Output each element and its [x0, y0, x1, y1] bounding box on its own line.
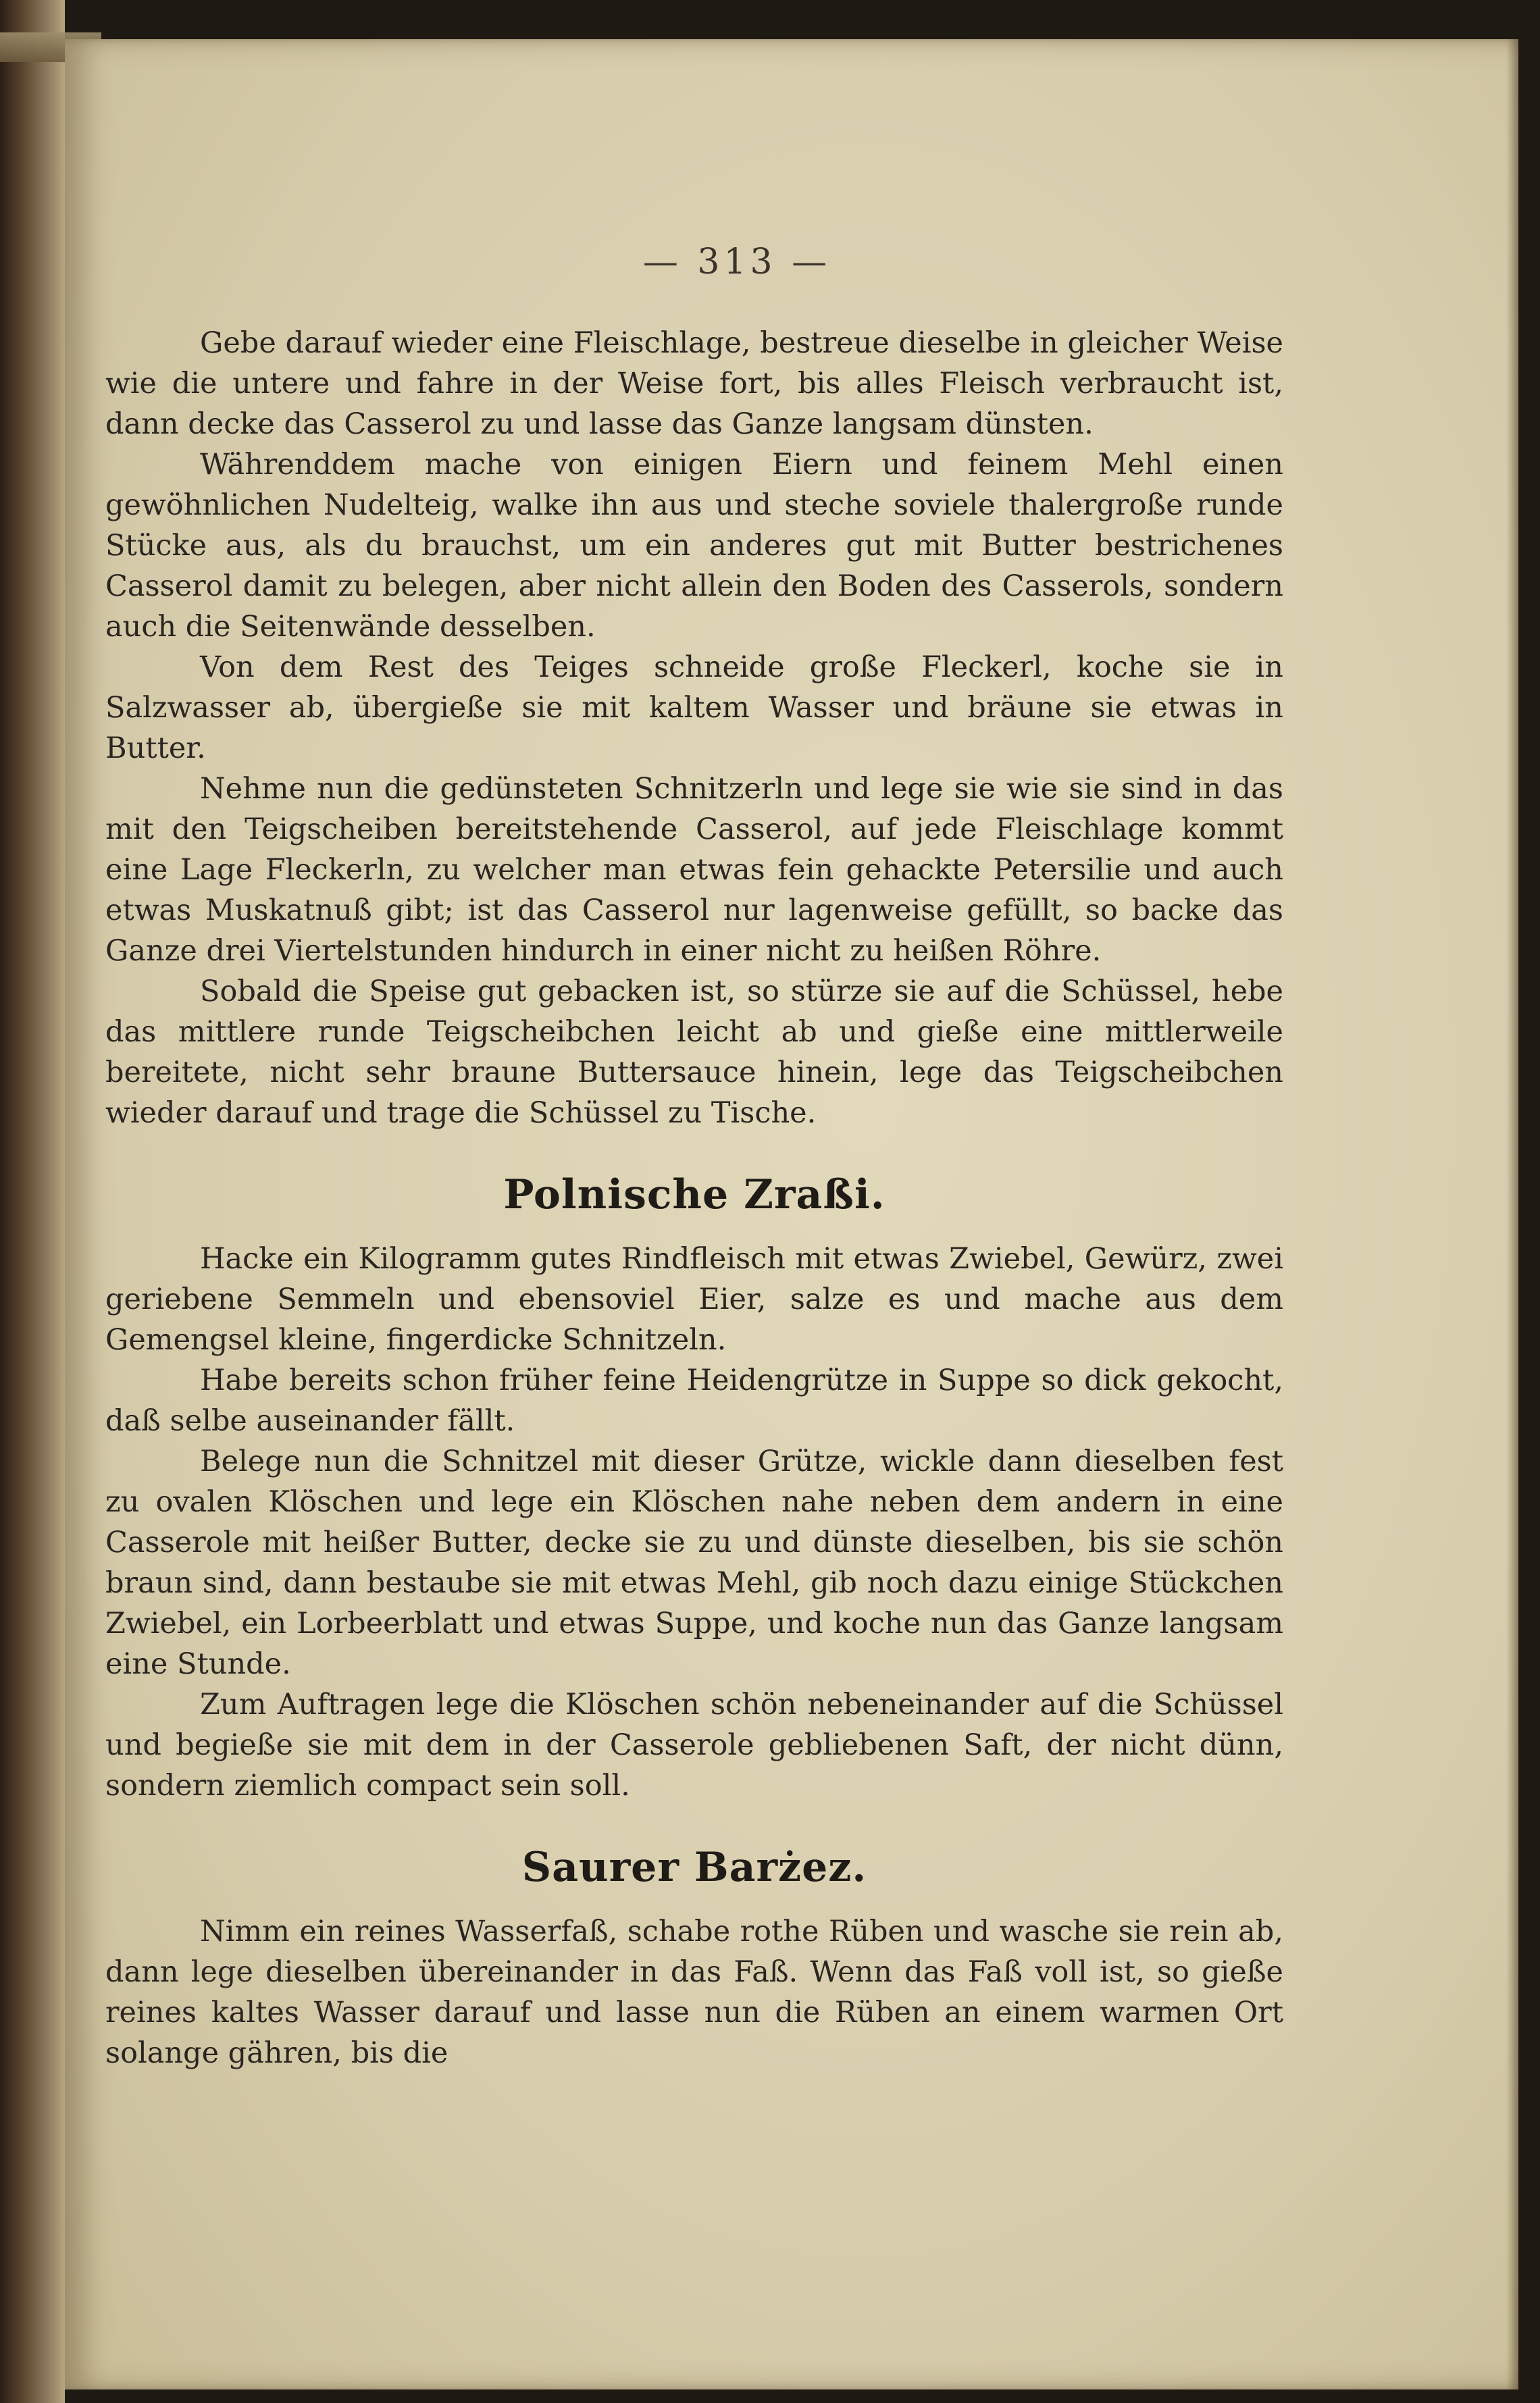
paragraph: Hacke ein Kilogramm gutes Rindfleisch mit etwas Zwiebel, Gewürz, zwei geriebene Semmeln und ebensoviel Eier, salze es und mache aus dem Gemengsel kleine, fingerdicke Schnitzeln.: [105, 1242, 1283, 1357]
paragraph: Währenddem mache von einigen Eiern und feinem Mehl einen gewöhnlichen Nudelteig, walke ihn aus und steche soviele thalergroße runde Stücke aus, als du brauchst, um ein anderes gut mit Butter bestrichenes Casserol damit zu belegen, aber nicht allein den Boden des Casserols, sondern auch die Seitenwände desselben.: [105, 448, 1283, 644]
paragraph: Nimm ein reines Wasserfaß, schabe rothe Rüben und wasche sie rein ab, dann lege dieselben übereinander in das Faß. Wenn das Faß voll ist, so gieße reines kaltes Wasser darauf und lasse nun die Rüben an einem warmen Ort solange gähren, bis die: [105, 1915, 1283, 2070]
paragraph: Zum Auftragen lege die Klöschen schön nebeneinander auf die Schüssel und begieße sie mit dem in der Casserole gebliebenen Saft, der nicht dünn, sondern ziemlich compact sein soll.: [105, 1688, 1283, 1803]
page-edge: [1506, 39, 1518, 2389]
paragraph: Sobald die Speise gut gebacken ist, so stürze sie auf die Schüssel, hebe das mittlere runde Teigscheibchen leicht ab und gieße eine mittlerweile bereitete, nicht sehr braune Buttersauce hinein, lege das Teigscheibchen wieder darauf und trage die Schüssel zu Tische.: [105, 975, 1283, 1130]
paragraph: Habe bereits schon früher feine Heidengrütze in Suppe so dick gekocht, daß selbe auseinander fällt.: [105, 1364, 1283, 1438]
paragraph: Nehme nun die gedünsteten Schnitzerln und lege sie wie sie sind in das mit den Teigscheiben bereitstehende Casserol, auf jede Fleischlage kommt eine Lage Fleckerln, zu welcher man etwas fein gehackte Petersilie und auch etwas Muskatnuß gibt; ist das Casserol nur lagenweise gefüllt, so backe das Ganze drei Viertelstunden hindurch in einer nicht zu heißen Röhre.: [105, 772, 1283, 968]
page-text: [105, 228, 1283, 2073]
book-page: [65, 39, 1518, 2389]
recipe-heading: Saurer Barżez.: [521, 1844, 867, 1891]
book-spine: [0, 0, 65, 2403]
page-number: — 313 —: [642, 242, 831, 282]
paragraph: Von dem Rest des Teiges schneide große Fleckerl, koche sie in Salzwasser ab, übergieße sie mit kaltem Wasser und bräune sie etwas in Butter.: [105, 650, 1283, 765]
paragraph: Gebe darauf wieder eine Fleischlage, bestreue dieselbe in gleicher Weise wie die untere und fahre in der Weise fort, bis alles Fleisch verbraucht ist, dann decke das Casserol zu und lasse das Ganze langsam dünsten.: [105, 326, 1283, 441]
paragraph: Belege nun die Schnitzel mit dieser Grütze, wickle dann dieselben fest zu ovalen Klöschen und lege ein Klöschen nahe neben dem andern in eine Casserole mit heißer Butter, decke sie zu und dünste dieselben, bis sie schön braun sind, dann bestaube sie mit etwas Mehl, gib noch dazu einige Stückchen Zwiebel, ein Lorbeerblatt und etwas Suppe, und koche nun das Ganze langsam eine Stunde.: [105, 1445, 1283, 1681]
recipe-heading: Polnische Zraßi.: [503, 1171, 886, 1218]
